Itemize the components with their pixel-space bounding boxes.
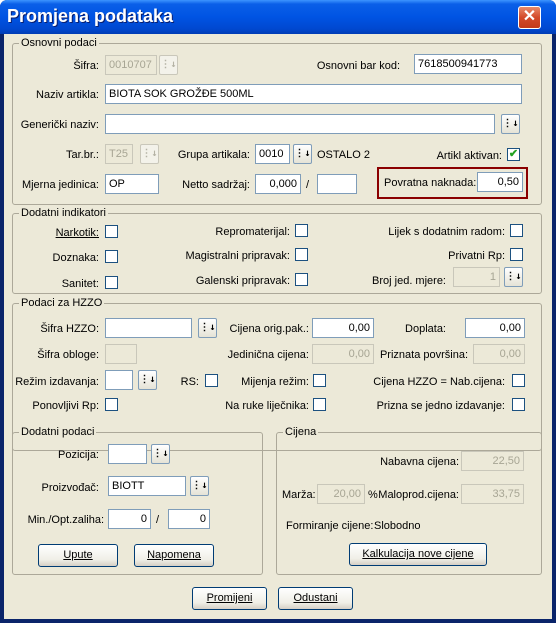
pozicija-label: Pozicija: (58, 449, 99, 461)
minopt-separator: / (156, 514, 160, 526)
tarbr-label: Tar.br.: (65, 149, 99, 161)
lookup-icon: ⋮↓ (152, 448, 169, 459)
sifra-obloge-field (105, 344, 137, 364)
kalkulacija-button[interactable]: Kalkulacija nove cijene (349, 543, 487, 566)
privatni-checkbox[interactable] (510, 248, 523, 261)
mjera-field[interactable]: OP (105, 174, 159, 194)
group-title-indikatori: Dodatni indikatori (21, 207, 106, 219)
ponovljivi-checkbox[interactable] (105, 398, 118, 411)
minopt-label: Min./Opt.zaliha: (27, 514, 104, 526)
napomena-button[interactable]: Napomena (134, 544, 214, 567)
proizvodac-lookup-button[interactable] (190, 476, 209, 496)
priznata-label: Priznata površina: (379, 349, 468, 361)
sanitet-label: Sanitet: (61, 278, 99, 290)
odustani-button[interactable]: Odustani (278, 587, 353, 610)
doplata-field[interactable]: 0,00 (465, 318, 525, 338)
group-title-osnovni: Osnovni podaci (21, 37, 97, 49)
mijenja-label: Mijenja režim: (241, 376, 309, 388)
tarbr-lookup-button (140, 144, 159, 164)
proizvodac-field[interactable]: BIOTT (108, 476, 186, 496)
lookup-icon: ⋮↓ (505, 271, 522, 282)
proizvodac-label: Proizvođač: (41, 482, 99, 494)
barkod-label: Osnovni bar kod: (316, 60, 400, 72)
doznaka-label: Doznaka: (52, 252, 99, 264)
opt-field[interactable]: 0 (168, 509, 210, 529)
cijena-orig-field[interactable]: 0,00 (312, 318, 374, 338)
reprom-checkbox[interactable] (295, 224, 308, 237)
genericki-lookup-button[interactable] (501, 114, 520, 134)
group-title-dodatni: Dodatni podaci (21, 426, 95, 438)
galenski-label: Galenski pripravak: (195, 275, 290, 287)
cijena-nab-label: Cijena HZZO = Nab.cijena: (373, 376, 505, 388)
prizna-checkbox[interactable] (512, 398, 525, 411)
broj-jed-field: 1 (453, 267, 500, 287)
title-bar[interactable] (0, 0, 556, 34)
galenski-checkbox[interactable] (295, 273, 308, 286)
netto-separator: / (306, 179, 310, 191)
doznaka-checkbox[interactable] (105, 250, 118, 263)
formiranje-value: Slobodno (374, 520, 421, 532)
jedinicna-label: Jedinična cijena: (227, 349, 309, 361)
povratna-field[interactable]: 0,50 (477, 172, 523, 192)
tarbr-field: T25 (105, 144, 133, 164)
prizna-label: Prizna se jedno izdavanje: (376, 400, 505, 412)
percent-sign: % (368, 489, 378, 501)
aktivan-checkbox[interactable]: ✔ (508, 148, 519, 160)
ponovljivi-label: Ponovljivi Rp: (32, 400, 99, 412)
dialog-client (4, 34, 552, 619)
grupa-label: Grupa artikala: (177, 149, 250, 161)
lookup-icon: ⋮↓ (160, 59, 177, 70)
narkotik-label: Narkotik: (55, 227, 99, 239)
mjera-label: Mjerna jedinica: (21, 179, 99, 191)
rezim-field[interactable] (105, 370, 133, 390)
priznata-field: 0,00 (473, 344, 525, 364)
genericki-field[interactable] (105, 114, 495, 134)
magistralni-checkbox[interactable] (295, 248, 308, 261)
upute-button[interactable]: Upute (38, 544, 118, 567)
lookup-icon: ⋮↓ (294, 148, 311, 159)
naziv-label: Naziv artikla: (36, 89, 99, 101)
mijenja-checkbox[interactable] (313, 374, 326, 387)
sifra-lookup-button (159, 55, 178, 75)
sifra-obloge-label: Šifra obloge: (37, 349, 99, 361)
reprom-label: Repromaterijal: (215, 226, 290, 238)
povratna-label: Povratna naknada: (384, 177, 477, 189)
marza-label: Marža: (282, 489, 316, 501)
barkod-field[interactable]: 7618500941773 (414, 54, 522, 74)
rezim-lookup-button[interactable] (138, 370, 157, 390)
min-field[interactable]: 0 (108, 509, 151, 529)
lookup-icon: ⋮↓ (502, 118, 519, 129)
hzzo-sifra-lookup-button[interactable] (198, 318, 217, 338)
cijena-nab-checkbox[interactable] (512, 374, 525, 387)
doplata-label: Doplata: (405, 323, 446, 335)
group-title-hzzo: Podaci za HZZO (21, 297, 103, 309)
lijek-label: Lijek s dodatnim radom: (388, 226, 505, 238)
naruke-checkbox[interactable] (313, 398, 326, 411)
pozicija-field[interactable] (108, 444, 147, 464)
rezim-label: Režim izdavanja: (15, 376, 99, 388)
lijek-checkbox[interactable] (510, 224, 523, 237)
cijena-orig-label: Cijena orig.pak.: (229, 323, 309, 335)
maloprod-label: Maloprod.cijena: (378, 489, 459, 501)
magistralni-label: Magistralni pripravak: (185, 250, 290, 262)
lookup-icon: ⋮↓ (139, 374, 156, 385)
aktivan-label: Artikl aktivan: (436, 150, 502, 162)
netto-field-2[interactable] (317, 174, 357, 194)
close-icon: ✕ (522, 8, 537, 25)
netto-field[interactable]: 0,000 (255, 174, 301, 194)
sanitet-checkbox[interactable] (105, 276, 118, 289)
lookup-icon: ⋮↓ (199, 322, 216, 333)
broj-jed-label: Broj jed. mjere: (372, 275, 446, 287)
rs-label: RS: (180, 376, 199, 388)
maloprod-field: 33,75 (461, 484, 524, 504)
genericki-label: Generički naziv: (20, 119, 99, 131)
window-title: Promjena podataka (7, 6, 174, 26)
rs-checkbox[interactable] (205, 374, 218, 387)
grupa-field[interactable]: 0010 (255, 144, 290, 164)
hzzo-sifra-field[interactable] (105, 318, 192, 338)
jedinicna-field: 0,00 (312, 344, 374, 364)
formiranje-label: Formiranje cijene: (286, 520, 374, 532)
broj-jed-lookup-button[interactable] (504, 267, 523, 287)
pozicija-lookup-button[interactable] (151, 444, 170, 464)
lookup-icon: ⋮↓ (141, 148, 158, 159)
grupa-lookup-button[interactable] (293, 144, 312, 164)
privatni-label: Privatni Rp: (448, 250, 505, 262)
grupa-name: OSTALO 2 (317, 149, 370, 161)
sifra-label: Šifra: (73, 60, 99, 72)
sifra-field: 0010707 (105, 55, 157, 75)
netto-label: Netto sadržaj: (182, 179, 250, 191)
naruke-label: Na ruke liječnika: (225, 400, 309, 412)
promijeni-button[interactable]: Promijeni (192, 587, 267, 610)
lookup-icon: ⋮↓ (191, 480, 208, 491)
narkotik-checkbox[interactable] (105, 225, 118, 238)
nabavna-label: Nabavna cijena: (380, 456, 459, 468)
close-button[interactable] (518, 6, 541, 29)
nabavna-field: 22,50 (461, 451, 524, 471)
naziv-field[interactable]: BIOTA SOK GROŽĐE 500ML (105, 84, 522, 104)
group-title-cijena: Cijena (285, 426, 317, 438)
hzzo-sifra-label: Šifra HZZO: (40, 323, 99, 335)
marza-field: 20,00 (317, 484, 365, 504)
